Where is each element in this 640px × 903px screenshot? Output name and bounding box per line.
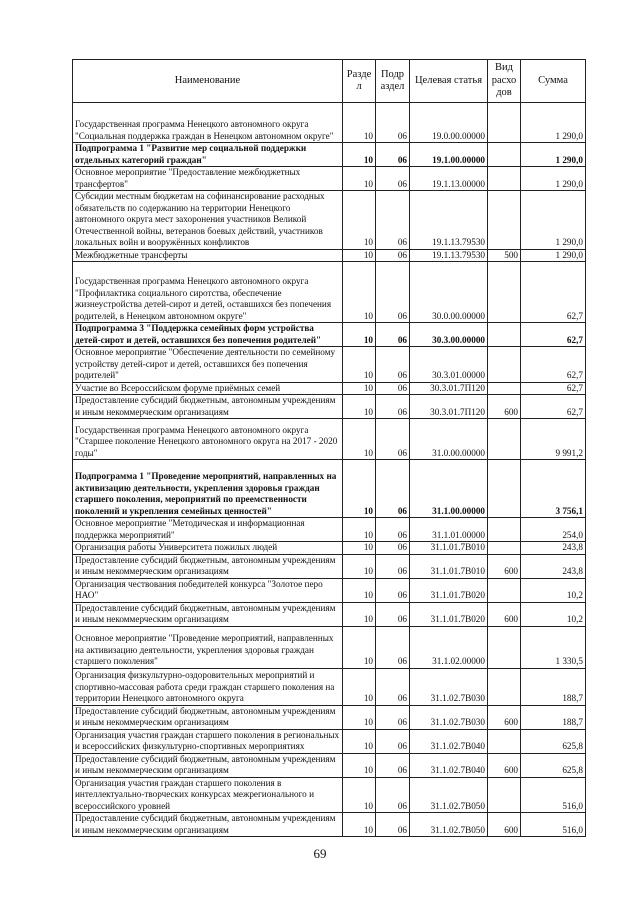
table-row (73, 729, 586, 753)
table-row (73, 813, 586, 837)
row-target: 31.1.02.7В050 (410, 777, 488, 813)
row-name: Предоставление субсидий бюджетным, автономным учреждениям и иным некоммерческим организациям (73, 602, 343, 626)
row-subsection: 06 (376, 382, 410, 395)
row-amount: 188,7 (521, 668, 586, 705)
row-target: 31.1.00.00000 (410, 460, 488, 518)
row-name: Подпрограмма 1 "Проведение мероприятий, направленных на активизацию деятельности, укрепления здоровья граждан старшего поколения, мероприятий по преемственности поколений и укрепления семейных ценностей" (73, 460, 343, 518)
header-amount: Сумма (521, 60, 586, 103)
row-subsection: 06 (376, 729, 410, 753)
row-subsection: 06 (376, 518, 410, 542)
row-target: 19.1.00.00000 (410, 143, 488, 167)
row-subsection: 06 (376, 395, 410, 419)
row-amount: 516,0 (521, 813, 586, 837)
row-section: 10 (343, 518, 376, 542)
table-row (73, 753, 586, 777)
row-subsection: 06 (376, 668, 410, 705)
row-section: 10 (343, 460, 376, 518)
row-amount: 625,8 (521, 753, 586, 777)
table-row (73, 167, 586, 191)
row-target: 31.1.01.00000 (410, 518, 488, 542)
row-name: Основное мероприятие "Предоставление межбюджетных трансфертов" (73, 167, 343, 191)
table-row (73, 578, 586, 602)
row-expense-type (488, 542, 521, 555)
row-section: 10 (343, 262, 376, 323)
row-target: 30.3.00.00000 (410, 323, 488, 347)
row-target: 31.1.01.7В010 (410, 554, 488, 578)
row-expense-type (488, 143, 521, 167)
row-subsection: 06 (376, 813, 410, 837)
table-row (73, 554, 586, 578)
table-row (73, 395, 586, 419)
row-subsection: 06 (376, 262, 410, 323)
row-section: 10 (343, 705, 376, 729)
row-name: Предоставление субсидий бюджетным, автономным учреждениям и иным некоммерческим организациям (73, 705, 343, 729)
row-name: Предоставление субсидий бюджетным, автономным учреждениям и иным некоммерческим организациям (73, 813, 343, 837)
row-amount: 62,7 (521, 395, 586, 419)
row-expense-type (488, 323, 521, 347)
row-section: 10 (343, 347, 376, 383)
row-subsection: 06 (376, 602, 410, 626)
row-target: 31.1.02.7В050 (410, 813, 488, 837)
row-subsection: 06 (376, 753, 410, 777)
row-target: 30.3.01.7П120 (410, 382, 488, 395)
header-subsection: Подр аздел (376, 60, 410, 103)
row-target: 31.0.00.00000 (410, 419, 488, 460)
row-target: 31.1.02.7В040 (410, 753, 488, 777)
table-row (73, 542, 586, 555)
row-target: 31.1.01.7В010 (410, 542, 488, 555)
row-subsection: 06 (376, 143, 410, 167)
row-subsection: 06 (376, 419, 410, 460)
row-target: 31.1.02.7В030 (410, 668, 488, 705)
row-amount: 625,8 (521, 729, 586, 753)
table-row (73, 347, 586, 383)
row-name: Организация участия граждан старшего поколения в региональных и всероссийских физкультурно-спортивных мероприятиях (73, 729, 343, 753)
row-expense-type: 600 (488, 602, 521, 626)
row-amount: 9 991,2 (521, 419, 586, 460)
row-section: 10 (343, 419, 376, 460)
table-row (73, 419, 586, 460)
row-name: Предоставление субсидий бюджетным, автономным учреждениям и иным некоммерческим организациям (73, 753, 343, 777)
row-expense-type: 600 (488, 554, 521, 578)
row-amount: 10,2 (521, 578, 586, 602)
row-section: 10 (343, 542, 376, 555)
row-target: 19.0.00.00000 (410, 103, 488, 143)
row-target: 30.0.00.00000 (410, 262, 488, 323)
header-name: Наименование (73, 60, 343, 103)
table-row (73, 668, 586, 705)
row-section: 10 (343, 626, 376, 668)
row-expense-type (488, 460, 521, 518)
row-name: Участие во Всероссийском форуме приёмных семей (73, 382, 343, 395)
table-row (73, 382, 586, 395)
row-expense-type: 600 (488, 753, 521, 777)
row-section: 10 (343, 602, 376, 626)
row-target: 19.1.13.00000 (410, 167, 488, 191)
table-row (73, 249, 586, 262)
row-section: 10 (343, 191, 376, 250)
table-row (73, 518, 586, 542)
row-name: Основное мероприятие "Проведение мероприятий, направленных на активизацию деятельности, укрепления здоровья граждан старшего поколения" (73, 626, 343, 668)
row-target: 30.3.01.7П120 (410, 395, 488, 419)
row-expense-type (488, 347, 521, 383)
header-target: Целевая статья (410, 60, 488, 103)
row-section: 10 (343, 729, 376, 753)
row-target: 31.1.02.7В040 (410, 729, 488, 753)
table-row (73, 103, 586, 143)
row-expense-type (488, 382, 521, 395)
row-section: 10 (343, 813, 376, 837)
header-expense-type: Вид расхо дов (488, 60, 521, 103)
row-name: Организация участия граждан старшего поколения в интеллектуально-творческих конкурсах межрегионального и всероссийского уровней (73, 777, 343, 813)
row-section: 10 (343, 323, 376, 347)
header-section: Разде л (343, 60, 376, 103)
row-amount: 516,0 (521, 777, 586, 813)
row-name: Подпрограмма 1 "Развитие мер социальной поддержки отдельных категорий граждан" (73, 143, 343, 167)
row-subsection: 06 (376, 460, 410, 518)
row-subsection: 06 (376, 542, 410, 555)
row-name: Подпрограмма 3 "Поддержка семейных форм устройства детей-сирот и детей, оставшихся без попечения родителей" (73, 323, 343, 347)
row-amount: 243,8 (521, 554, 586, 578)
row-name: Государственная программа Ненецкого автономного округа "Социальная поддержка граждан в Ненецком автономном округе" (73, 103, 343, 143)
table-row (73, 143, 586, 167)
row-target: 19.1.13.79530 (410, 191, 488, 250)
row-amount: 1 290,0 (521, 191, 586, 250)
row-expense-type (488, 191, 521, 250)
row-target: 31.1.01.7В020 (410, 602, 488, 626)
row-amount: 1 290,0 (521, 249, 586, 262)
row-expense-type (488, 167, 521, 191)
row-amount: 10,2 (521, 602, 586, 626)
row-amount: 62,7 (521, 323, 586, 347)
row-amount: 243,8 (521, 542, 586, 555)
row-subsection: 06 (376, 777, 410, 813)
row-amount: 3 756,1 (521, 460, 586, 518)
row-amount: 1 290,0 (521, 167, 586, 191)
row-name: Организация работы Университета пожилых людей (73, 542, 343, 555)
table-row (73, 262, 586, 323)
row-amount: 1 330,5 (521, 626, 586, 668)
row-name: Субсидии местным бюджетам на софинансирование расходных обязательств по содержанию на территории Ненецкого автономного округа мест захоронения участников Великой Отечественной войны, ветеранов боевых действий, участников локальных войн и вооружённых конфликтов (73, 191, 343, 250)
table-row (73, 705, 586, 729)
page-number: 69 (313, 846, 327, 861)
row-subsection: 06 (376, 578, 410, 602)
row-target: 19.1.13.79530 (410, 249, 488, 262)
row-expense-type (488, 578, 521, 602)
row-name: Государственная программа Ненецкого автономного округа "Профилактика социального сиротства, обеспечение жизнеустройства детей-сирот и детей, оставшихся без попечения родителей, в Ненецком автономном округе" (73, 262, 343, 323)
table-row (73, 626, 586, 668)
row-section: 10 (343, 554, 376, 578)
row-section: 10 (343, 395, 376, 419)
row-amount: 1 290,0 (521, 143, 586, 167)
row-section: 10 (343, 777, 376, 813)
row-name: Государственная программа Ненецкого автономного округа "Старшее поколение Ненецкого автономного округа на 2017 - 2020 годы" (73, 419, 343, 460)
row-section: 10 (343, 382, 376, 395)
row-section: 10 (343, 143, 376, 167)
row-subsection: 06 (376, 323, 410, 347)
table-body (73, 103, 586, 837)
row-target: 31.1.01.7В020 (410, 578, 488, 602)
row-subsection: 06 (376, 705, 410, 729)
table-row (73, 323, 586, 347)
row-expense-type: 600 (488, 395, 521, 419)
table-row (73, 602, 586, 626)
row-subsection: 06 (376, 249, 410, 262)
row-expense-type (488, 518, 521, 542)
row-subsection: 06 (376, 626, 410, 668)
row-expense-type (488, 419, 521, 460)
row-amount: 1 290,0 (521, 103, 586, 143)
budget-table (72, 59, 586, 837)
table-row (73, 191, 586, 250)
row-subsection: 06 (376, 191, 410, 250)
row-subsection: 06 (376, 554, 410, 578)
row-section: 10 (343, 103, 376, 143)
row-section: 10 (343, 668, 376, 705)
row-target: 30.3.01.00000 (410, 347, 488, 383)
row-target: 31.1.02.00000 (410, 626, 488, 668)
row-name: Основное мероприятие "Методическая и информационная поддержка мероприятий" (73, 518, 343, 542)
row-expense-type (488, 103, 521, 143)
row-expense-type: 600 (488, 813, 521, 837)
table-header-row (73, 60, 586, 103)
row-amount: 188,7 (521, 705, 586, 729)
row-expense-type: 600 (488, 705, 521, 729)
row-name: Межбюджетные трансферты (73, 249, 343, 262)
row-name: Организация физкультурно-оздоровительных мероприятий и спортивно-массовая работа среди граждан старшего поколения на территории Ненецкого автономного округа (73, 668, 343, 705)
row-expense-type (488, 729, 521, 753)
row-subsection: 06 (376, 347, 410, 383)
row-name: Предоставление субсидий бюджетным, автономным учреждениям и иным некоммерческим организациям (73, 554, 343, 578)
row-subsection: 06 (376, 167, 410, 191)
row-amount: 62,7 (521, 347, 586, 383)
row-expense-type (488, 668, 521, 705)
row-name: Основное мероприятие "Обеспечение деятельности по семейному устройству детей-сирот и детей, оставшихся без попечения родителей" (73, 347, 343, 383)
row-name: Предоставление субсидий бюджетным, автономным учреждениям и иным некоммерческим организациям (73, 395, 343, 419)
row-section: 10 (343, 249, 376, 262)
row-section: 10 (343, 167, 376, 191)
table-row (73, 460, 586, 518)
row-section: 10 (343, 578, 376, 602)
row-section: 10 (343, 753, 376, 777)
row-expense-type (488, 626, 521, 668)
row-expense-type: 500 (488, 249, 521, 262)
table-row (73, 777, 586, 813)
row-amount: 62,7 (521, 262, 586, 323)
row-name: Организация чествования победителей конкурса "Золотое перо НАО" (73, 578, 343, 602)
row-amount: 254,0 (521, 518, 586, 542)
row-expense-type (488, 262, 521, 323)
row-target: 31.1.02.7В030 (410, 705, 488, 729)
row-expense-type (488, 777, 521, 813)
row-subsection: 06 (376, 103, 410, 143)
row-amount: 62,7 (521, 382, 586, 395)
